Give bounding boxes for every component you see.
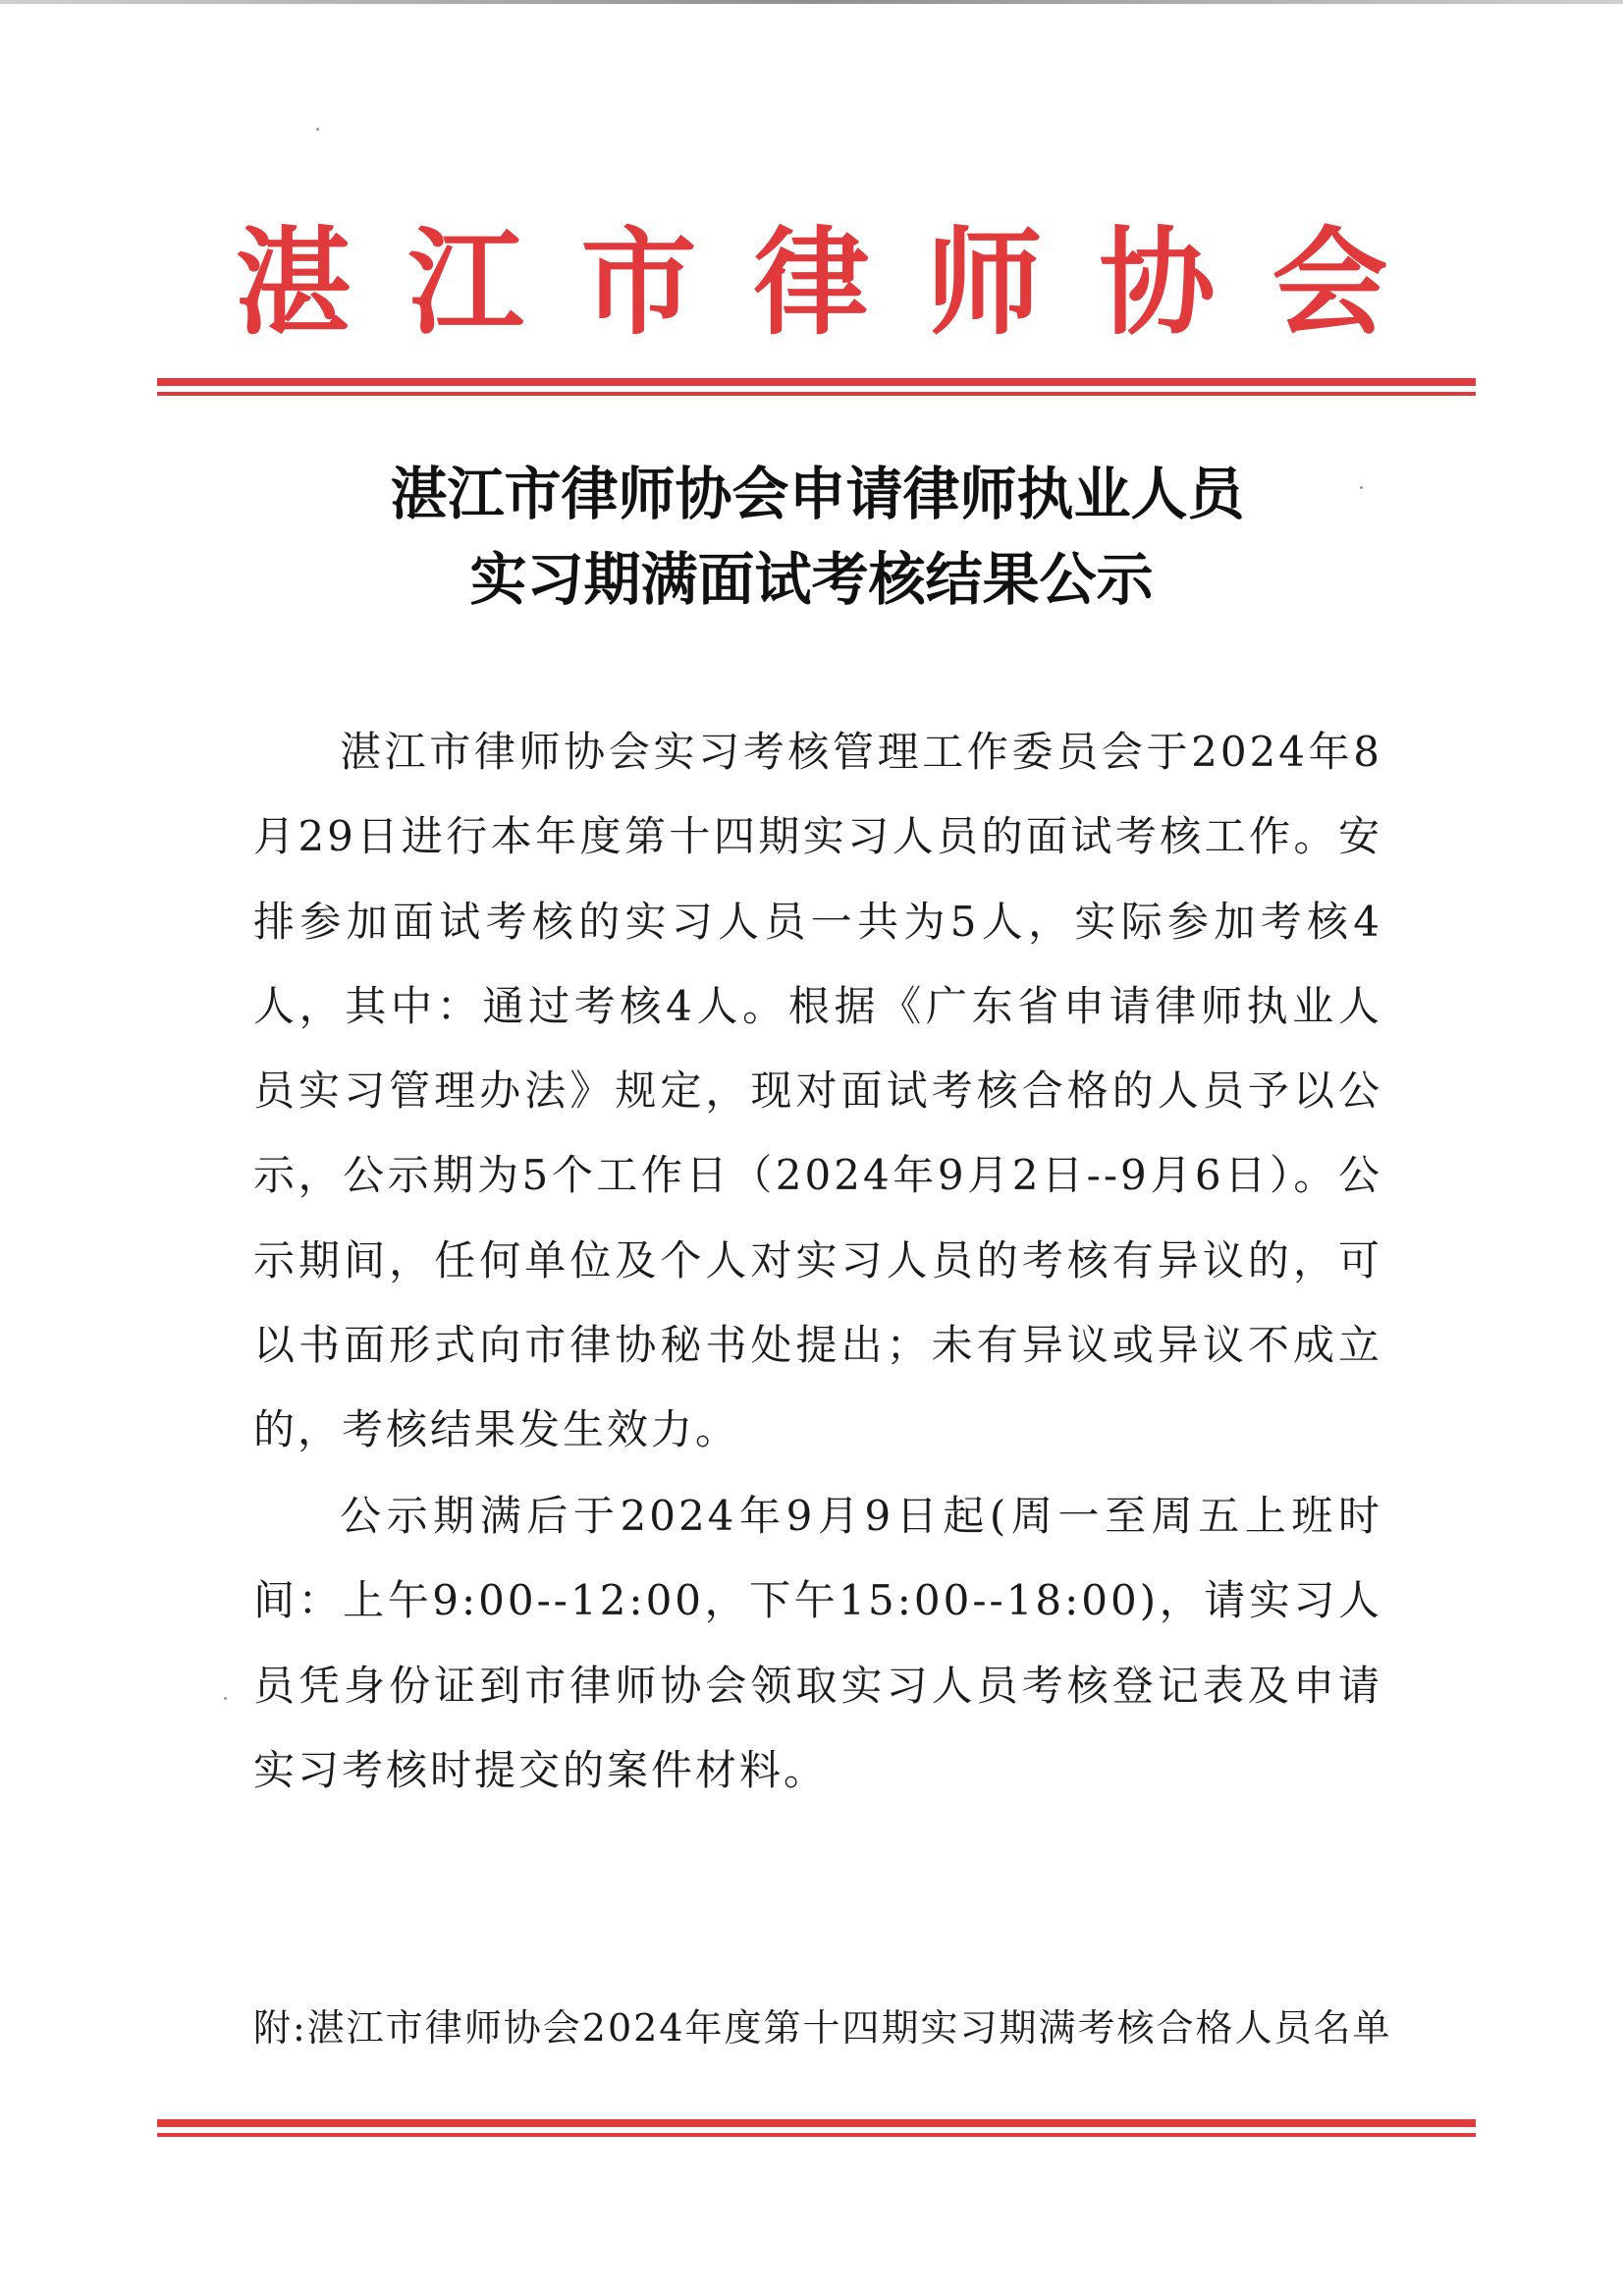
attachment-note: 附:湛江市律师协会2024年度第十四期实习期满考核合格人员名单 [253, 2006, 1392, 2050]
rule-thick-line [157, 378, 1476, 386]
notice-title-line2: 实习期满面试考核结果公示 [469, 546, 1154, 613]
scan-speck [316, 128, 319, 131]
body-paragraph-1 [253, 710, 1382, 1473]
scan-edge [0, 0, 1623, 4]
paragraph-text: 湛江市律师协会实习考核管理工作委员会于2024年8月29日进行本年度第十四期实习人员的面试考核工作。安排参加面试考核的实习人员一共为5人，实际参加考核4人，其中：通过考核4人。根据《广东省申请律师执业人员实习管理办法》规定，现对面试考核合格的人员予以公示，公示期为5个工作日（2024年9月2日--9月6日）。公示期间，任何单位及个人对实习人员的考核有异议的，可以书面形式向市律协秘书处提出；未有异议或异议不成立的，考核结果发生效力。 [253, 728, 1382, 1454]
body-paragraph-2 [253, 1474, 1382, 1813]
letterhead-rule-top [157, 378, 1476, 396]
rule-thin-line [157, 2133, 1476, 2137]
scan-speck [224, 1697, 227, 1700]
scan-speck [1360, 486, 1363, 489]
footer-rule [157, 2119, 1476, 2137]
letterhead-org-name: 湛江市律师协会 [235, 215, 1445, 351]
paragraph-text: 公示期满后于2024年9月9日起(周一至周五上班时间：上午9:00--12:00，下午15:00--18:00)，请实习人员凭身份证到市律师协会领取实习人员考核登记表及申请实习考核时提交的案件材料。 [253, 1492, 1382, 1794]
rule-thick-line [157, 2119, 1476, 2127]
notice-title-line1: 湛江市律师协会申请律师执业人员 [390, 461, 1245, 527]
rule-thin-line [157, 392, 1476, 396]
